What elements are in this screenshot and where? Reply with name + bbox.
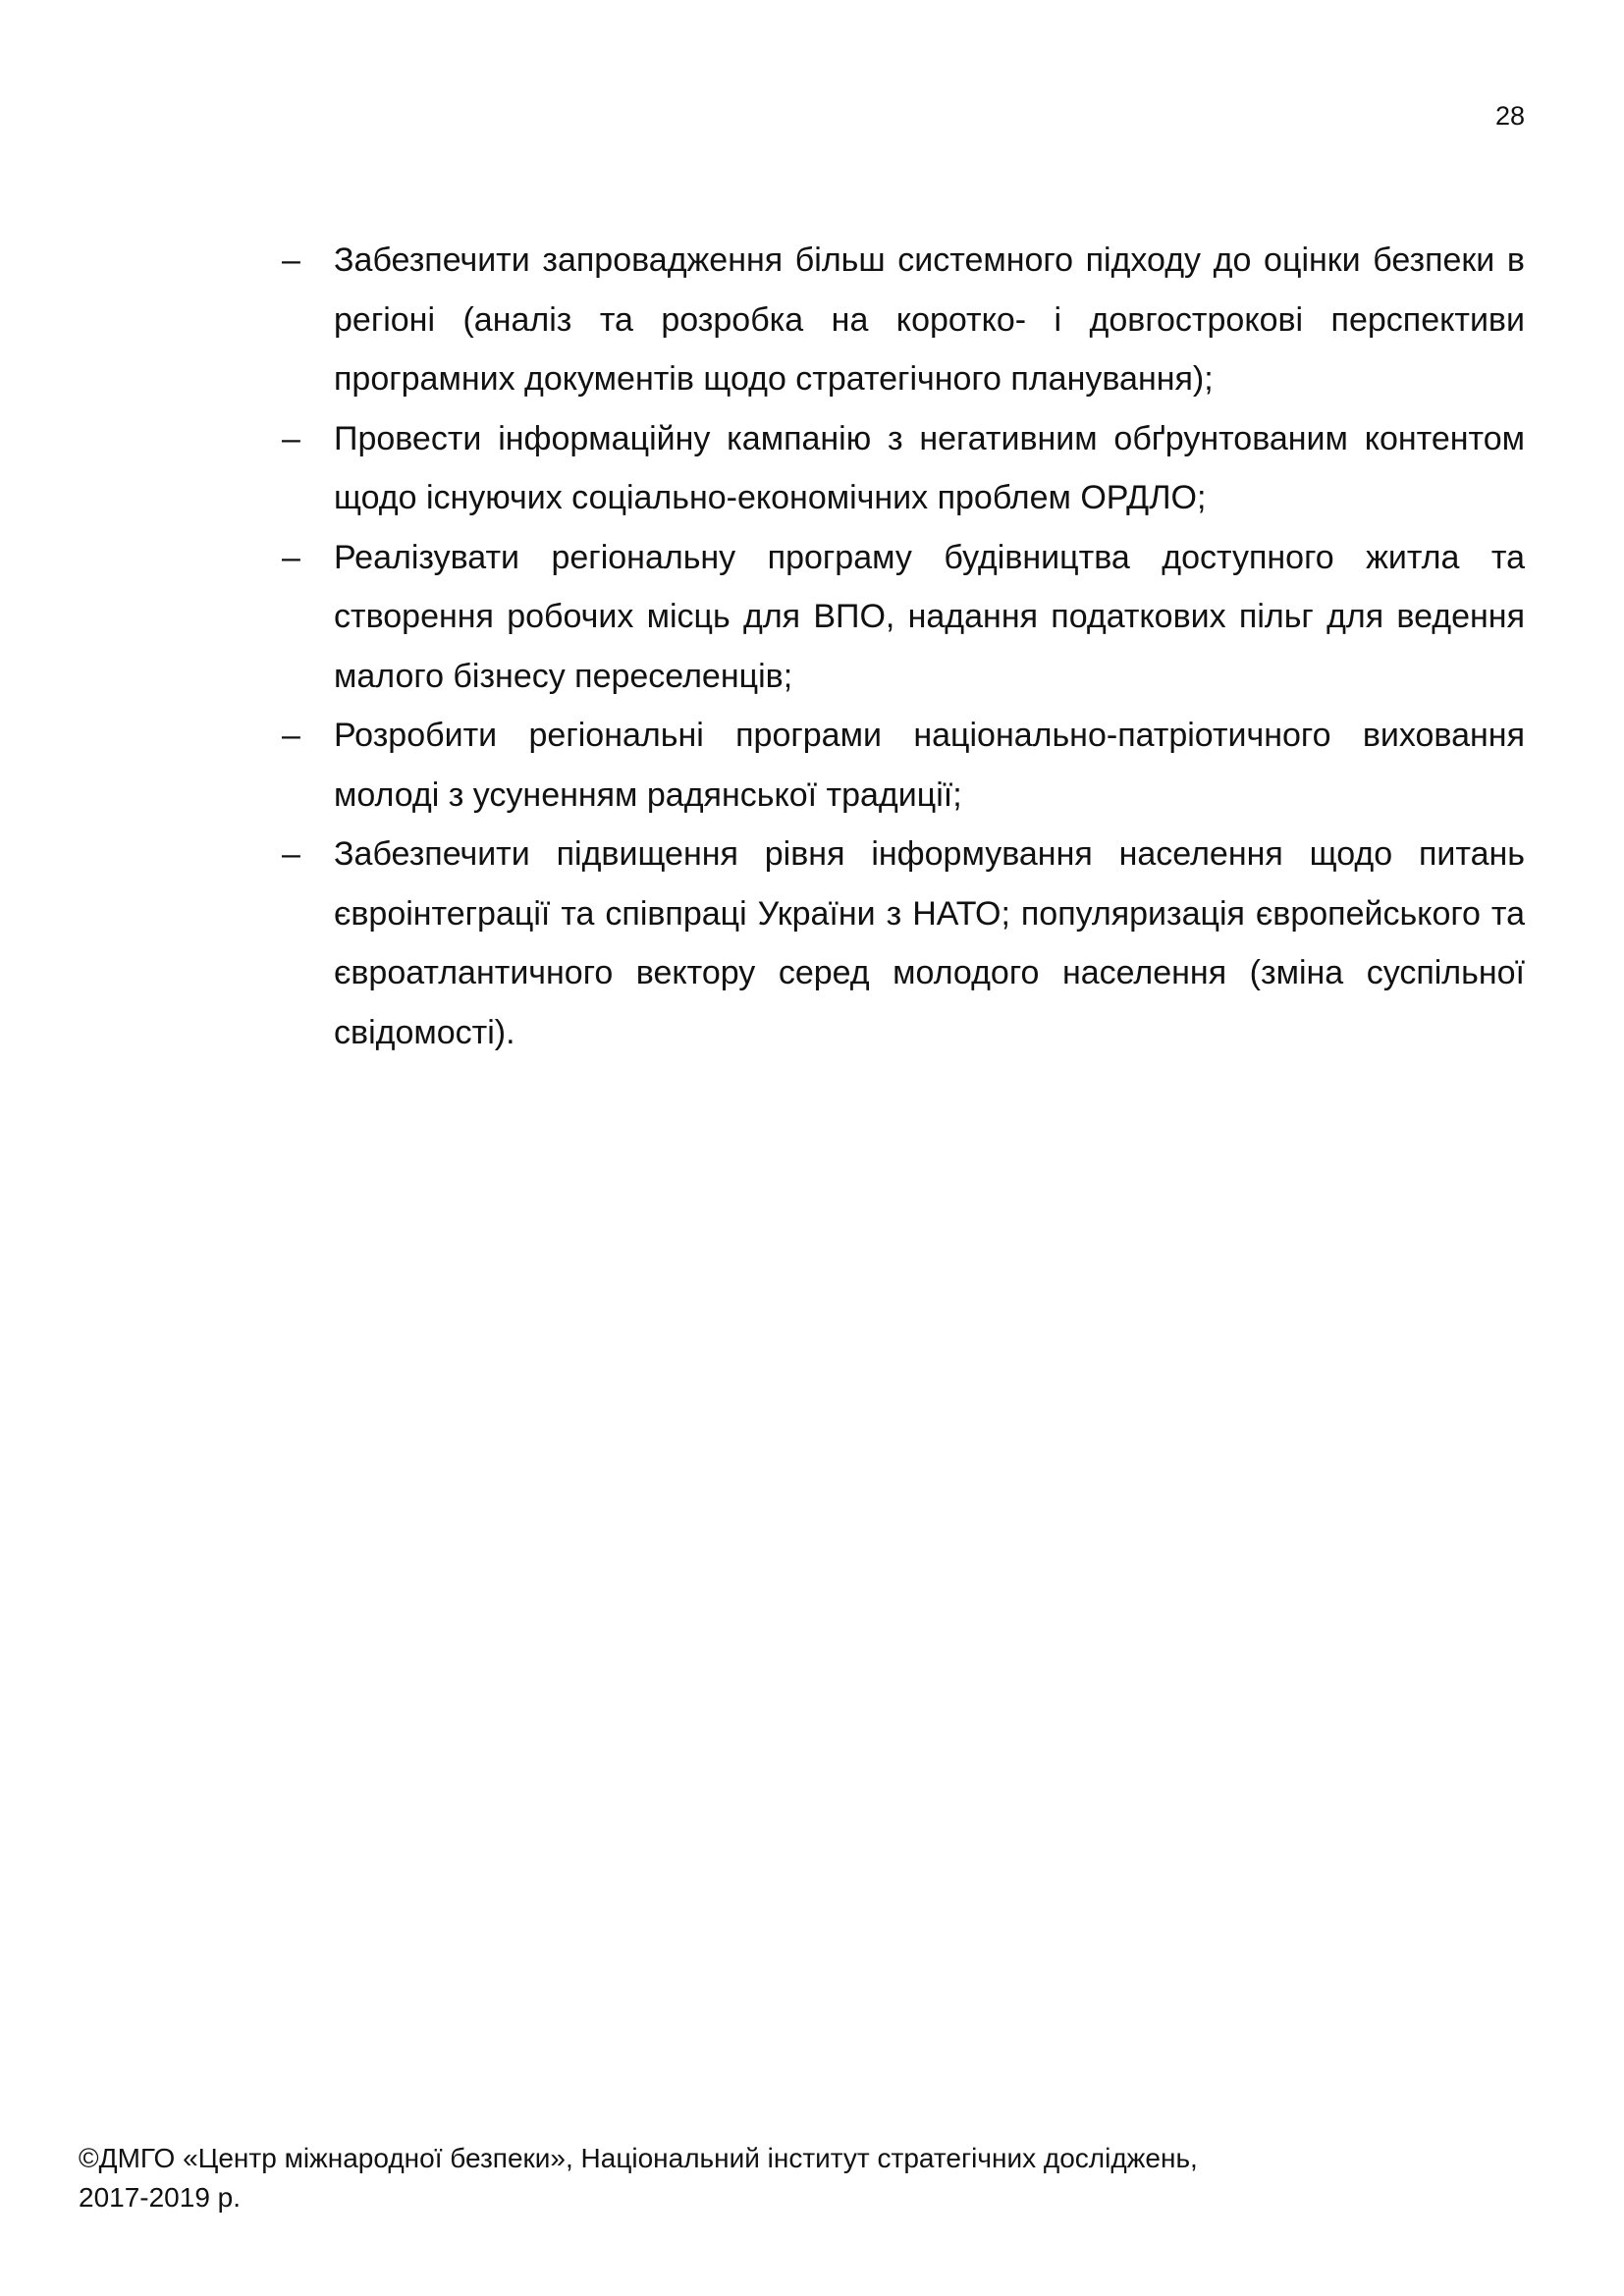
footer-line: 2017-2019 р.: [79, 2182, 242, 2213]
recommendations-list: [282, 231, 1525, 1062]
copyright-footer: [79, 2139, 1355, 2217]
list-item: [282, 528, 1525, 707]
list-item: [282, 409, 1525, 528]
list-item: [282, 231, 1525, 409]
list-bullet: –: [282, 835, 300, 873]
list-bullet: –: [282, 419, 300, 457]
list-bullet: –: [282, 538, 300, 576]
list-item: [282, 706, 1525, 825]
list-item: [282, 825, 1525, 1062]
list-item-text: Провести інформаційну кампанію з негативним обґрунтованим контентом щодо існуючих соціально-економічних проблем ОРДЛО;: [334, 419, 1525, 516]
list-item-text: Розробити регіональні програми національно-патріотичного виховання молоді з усуненням радянської традиції;: [334, 717, 1525, 814]
page-number: 28: [1494, 101, 1525, 131]
footer-line: ©ДМГО «Центр міжнародної безпеки», Національний інститут стратегічних досліджень,: [79, 2143, 1198, 2173]
list-item-text: Забезпечити підвищення рівня інформування населення щодо питань євроінтеграції та співпраці України з НАТО; популяризація європейського та євроатлантичного вектору серед молодого населення (зміна суспільної свідомості).: [334, 835, 1525, 1051]
list-item-text: Забезпечити запровадження більш системного підходу до оцінки безпеки в регіоні (аналіз та розробка на коротко- і довгострокові перспективи програмних документів щодо стратегічного планування);: [334, 241, 1525, 398]
list-bullet: –: [282, 241, 300, 279]
list-bullet: –: [282, 717, 300, 754]
list-item-text: Реалізувати регіональну програму будівництва доступного житла та створення робочих місць для ВПО, надання податкових пільг для ведення малого бізнесу переселенців;: [334, 538, 1525, 695]
